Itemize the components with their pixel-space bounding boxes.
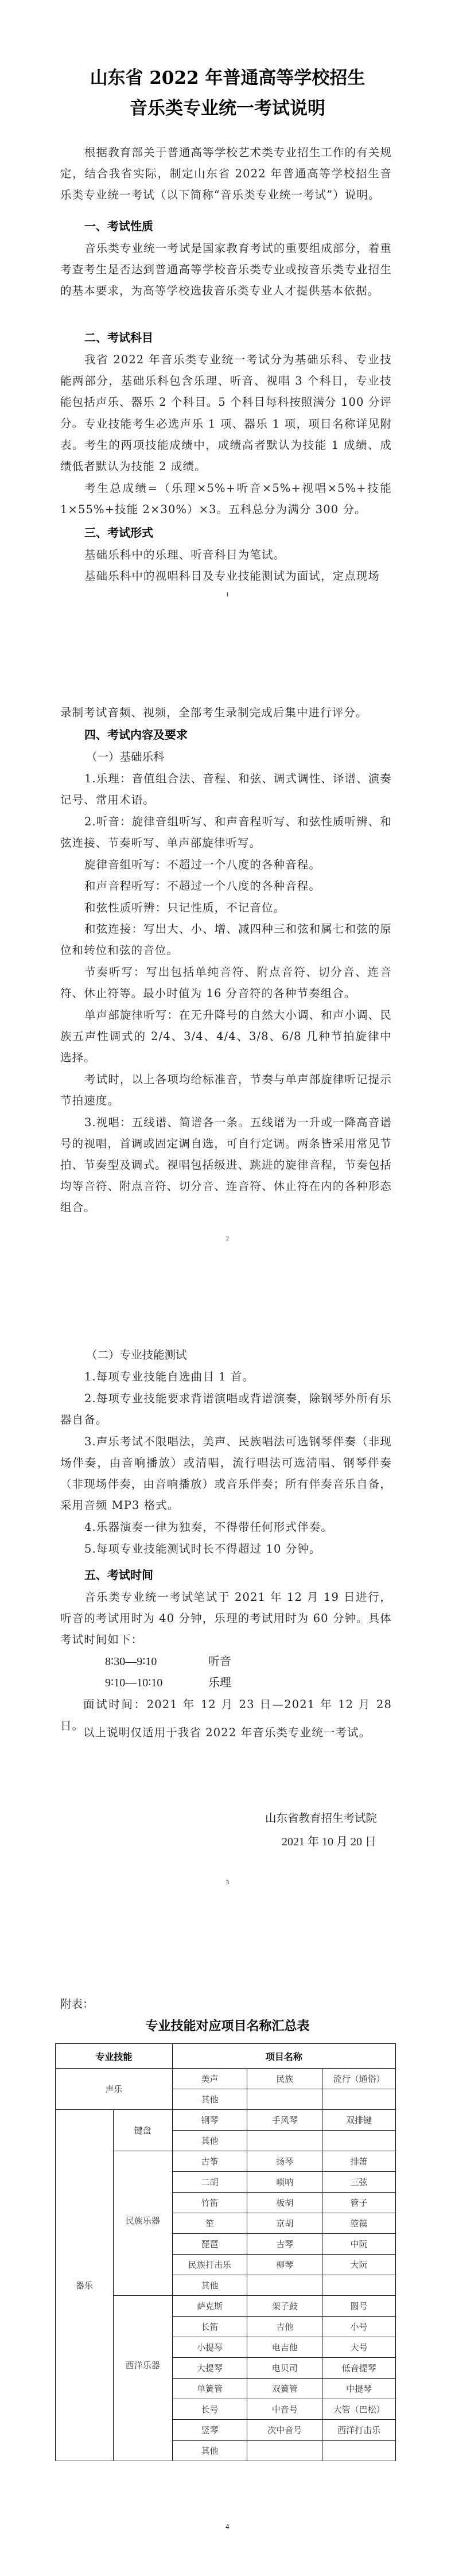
appendix-label: 附表： xyxy=(60,1997,94,2011)
table-row xyxy=(56,2069,396,2089)
basic-item-sight-singing: 3.视唱：五线谱、简谱各一条。五线谱为一升或一降高音谱号的视唱，首调或固定调自选，可自行定调。两条皆采用常见节拍、节奏型及调式。视唱包括级进、跳进的旋律音程，节奏包括均等音符、附点音符、切分音、连音符、休止符在内的各种形态组合。 xyxy=(60,1116,392,1214)
closing-note: 以上说明仅适用于我省 2022 年音乐类专业统一考试。 xyxy=(83,1726,371,1739)
table-cell: 扬琴 xyxy=(247,2151,322,2172)
section-5-paragraph: 音乐类专业统一考试笔试于 2021 年 12 月 19 日进行，听音的考试用时为 40 分钟，乐理的考试用时为 60 分钟。具体考试时间如下： xyxy=(60,1590,392,1646)
table-cell: 其他 xyxy=(172,2275,247,2296)
schedule-row-1 xyxy=(105,1651,231,1673)
schedule-time: 9∶10—10∶10 xyxy=(105,1677,163,1689)
table-cell: 大号 xyxy=(322,2337,396,2358)
section-3-paragraph-2b: 录制考试音频、视频，全部考生录制完成后集中进行评分。 xyxy=(60,706,368,719)
table-cell: 长号 xyxy=(172,2399,247,2420)
table-cell: 中提琴 xyxy=(322,2379,396,2399)
table-cell: 单簧管 xyxy=(172,2379,247,2399)
table-cell: 大管（巴松） xyxy=(322,2399,396,2420)
page-number-4: 4 xyxy=(225,2523,230,2531)
table-cell: 民族 xyxy=(247,2069,322,2089)
group-chinese-label: 民族乐器 xyxy=(113,2151,172,2296)
basic-item-ear-training: 2.听音：旋律音组听写、和声音程听写、和弦性质听辨、和弦连接、节奏听写、单声部旋律听写。 xyxy=(60,815,392,849)
table-cell: 低音提琴 xyxy=(322,2358,396,2379)
table-cell xyxy=(247,2441,322,2461)
table-cell: 其他 xyxy=(172,2131,247,2151)
table-cell: 古筝 xyxy=(172,2151,247,2172)
section-1-paragraph: 音乐类专业统一考试是国家教育考试的重要组成部分，着重考查考生是否达到普通高等学校音乐类专业或按音乐类专业招生的基本要求，为高等学校选拔音乐类专业人才提供基本依据。 xyxy=(60,242,392,297)
signature-date: 2021 年 10 月 20 日 xyxy=(282,1836,376,1848)
section-4-heading: 四、考试内容及要求 xyxy=(84,728,188,742)
signature-org: 山东省教育招生考试院 xyxy=(265,1811,378,1825)
schedule-row-2 xyxy=(105,1673,231,1694)
basic-item-chord-quality: 和弦性质听辨：只记性质，不记音位。 xyxy=(84,901,286,914)
table-row xyxy=(56,2110,396,2131)
table-cell xyxy=(247,2131,322,2151)
intro-paragraph: 根据教育部关于普通高等学校艺术类专业招生工作的有关规定，结合我省实际，制定山东省 2022 年普通高等学校招生音乐类专业统一考试（以下简称“音乐类专业统一考试”）说明。 xyxy=(60,146,392,201)
section-5-heading: 五、考试时间 xyxy=(84,1568,153,1582)
basic-item-exam-note: 考试时，以上各项均给标准音，节奏与单声部旋律听记提示节拍速度。 xyxy=(60,1073,392,1107)
skill-item-4: 4.乐器演奏一律为独奏，不得带任何形式伴奏。 xyxy=(84,1520,333,1534)
table-cell: 钢琴 xyxy=(172,2110,247,2131)
table-cell: 三弦 xyxy=(322,2172,396,2193)
table-cell xyxy=(322,2275,396,2296)
table-cell xyxy=(322,2131,396,2151)
skill-item-5: 5.每项专业技能测试时长不得超过 10 分钟。 xyxy=(84,1542,321,1555)
table-cell: 小提琴 xyxy=(172,2337,247,2358)
table-cell: 大提琴 xyxy=(172,2358,247,2379)
table-cell: 小号 xyxy=(322,2317,396,2337)
table-cell: 西洋打击乐 xyxy=(322,2420,396,2441)
basic-item-melodic-interval: 旋律音组听写：不超过一个八度的各种音程。 xyxy=(84,858,321,871)
table-cell: 长笛 xyxy=(172,2317,247,2337)
section-3-heading: 三、考试形式 xyxy=(84,526,153,540)
section-2-heading: 二、考试科目 xyxy=(84,331,153,344)
schedule-subject: 听音 xyxy=(208,1655,231,1668)
subsection-skill-test: （二）专业技能测试 xyxy=(86,1348,187,1361)
table-cell: 柳琴 xyxy=(247,2255,322,2275)
table-cell xyxy=(247,2275,322,2296)
table-cell: 唢呐 xyxy=(247,2172,322,2193)
section-1-heading: 一、考试性质 xyxy=(84,219,153,233)
schedule-subject: 乐理 xyxy=(208,1677,231,1689)
table-cell xyxy=(322,2089,396,2110)
table-header-row xyxy=(56,2044,396,2069)
section-3-paragraph-2a: 基础乐科中的视唱科目及专业技能测试为面试，定点现场 xyxy=(84,569,380,583)
table-cell: 手风琴 xyxy=(247,2110,322,2131)
basic-item-melody-dictation: 单声部旋律听写：在无升降号的自然大小调、和声小调、民族五声性调式的 2/4、3/4、4/4、3/8、6/8 几种节拍旋律中选择。 xyxy=(60,1008,392,1064)
table-cell: 笙 xyxy=(172,2213,247,2234)
table-cell: 次中音号 xyxy=(247,2420,322,2441)
subsection-basic-music: （一）基础乐科 xyxy=(86,750,165,763)
skill-item-2: 2.每项专业技能要求背谱演唱或背谱演奏，除钢琴外所有乐器自备。 xyxy=(60,1392,392,1426)
table-cell: 流行（通俗） xyxy=(322,2069,396,2089)
table-cell: 中音号 xyxy=(247,2399,322,2420)
table-cell: 管子 xyxy=(322,2193,396,2213)
table-cell: 双簧管 xyxy=(247,2379,322,2399)
skill-item-1: 1.每项专业技能自选曲目 1 首。 xyxy=(84,1370,255,1383)
table-cell: 大阮 xyxy=(322,2255,396,2275)
header-item-name: 项目名称 xyxy=(172,2044,395,2069)
vocal-label: 声乐 xyxy=(56,2069,173,2110)
page-number-3: 3 xyxy=(225,1879,230,1886)
table-cell: 板胡 xyxy=(247,2193,322,2213)
table-cell: 竖琴 xyxy=(172,2420,247,2441)
table-cell xyxy=(322,2441,396,2461)
table-cell: 萨克斯 xyxy=(172,2296,247,2317)
section-3-paragraph-1: 基础乐科中的乐理、听音科目为笔试。 xyxy=(84,548,286,561)
basic-item-harmonic-interval: 和声音程听写：不超过一个八度的各种音程。 xyxy=(84,879,321,893)
table-cell: 圆号 xyxy=(322,2296,396,2317)
table-cell: 电吉他 xyxy=(247,2337,322,2358)
table-cell: 其他 xyxy=(172,2441,247,2461)
section-2-paragraph-2: 专业技能考生必选声乐 1 项、器乐 1 项，项目名称详见附表。考生的两项技能成绩中，成绩高者默认为技能 1 成绩、成绩低者默认为技能 2 成绩。 xyxy=(60,417,392,473)
table-cell: 电贝司 xyxy=(247,2358,322,2379)
table-cell: 美声 xyxy=(172,2069,247,2089)
document-title-line2: 音乐类专业统一考试说明 xyxy=(130,98,325,119)
section-2-paragraph-3: 考生总成绩=（乐理×5%+听音×5%+视唱×5%+技能 1×55%+技能 2×30%）×3。五科总分为满分 300 分。 xyxy=(60,482,392,516)
group-western-label: 西洋乐器 xyxy=(113,2296,172,2461)
table-title: 专业技能对应项目名称汇总表 xyxy=(145,2019,310,2034)
header-skill: 专业技能 xyxy=(56,2044,173,2069)
basic-item-rhythm-dictation: 节奏听写：写出包括单纯音符、附点音符、切分音、连音符、休止符等。最小时值为 16 分音符的各种节奏组合。 xyxy=(60,965,392,1000)
document-title-line1: 山东省 2022 年普通高等学校招生 xyxy=(90,68,365,88)
table-cell: 其他 xyxy=(172,2089,247,2110)
table-cell: 架子鼓 xyxy=(247,2296,322,2317)
page-number-2: 2 xyxy=(225,1235,230,1242)
table-cell: 双排键 xyxy=(322,2110,396,2131)
page-number-1: 1 xyxy=(225,591,230,598)
basic-item-chord-progression: 和弦连接：写出大、小、增、减四种三和弦和属七和弦的原位和转位和弦的音位。 xyxy=(60,922,392,957)
skill-item-3: 3.声乐考试不限唱法，美声、民族唱法可选钢琴伴奏（非现场伴奏，由音响播放）或清唱，流行唱法可选清唱、钢琴伴奏（非现场伴奏，由音响播放）或音乐伴奏；所有伴奏音乐自备，采用音频 MP3 格式。 xyxy=(60,1435,392,1512)
table-cell: 竹笛 xyxy=(172,2193,247,2213)
table-cell: 琵琶 xyxy=(172,2234,247,2255)
table-cell: 民族打击乐 xyxy=(172,2255,247,2275)
table-cell: 排箫 xyxy=(322,2151,396,2172)
table-cell: 古琴 xyxy=(247,2234,322,2255)
table-cell: 京胡 xyxy=(247,2213,322,2234)
instrumental-label: 器乐 xyxy=(56,2110,114,2461)
group-keyboard-label: 键盘 xyxy=(113,2110,172,2151)
basic-item-music-theory: 1.乐理：音值组合法、音程、和弦、调式调性、译谱、演奏记号、常用术语。 xyxy=(60,772,392,806)
table-cell: 中阮 xyxy=(322,2234,396,2255)
interview-time: 面试时间：2021 年 12 月 23 日—2021 年 12 月 28 日。 xyxy=(60,1698,392,1732)
schedule-time: 8∶30—9∶10 xyxy=(105,1655,157,1668)
table-cell: 箜篌 xyxy=(322,2213,396,2234)
skills-summary-table xyxy=(55,2043,396,2461)
table-cell: 二胡 xyxy=(172,2172,247,2193)
table-cell xyxy=(247,2089,322,2110)
table-cell: 吉他 xyxy=(247,2317,322,2337)
section-2-paragraph-1: 我省 2022 年音乐类专业统一考试分为基础乐科、专业技能两部分，基础乐科包含乐理、听音、视唱 3 个科目，专业技能包括声乐、器乐 2 个科目。5 个科目每科按照满分 100 分评分。 xyxy=(60,353,392,430)
